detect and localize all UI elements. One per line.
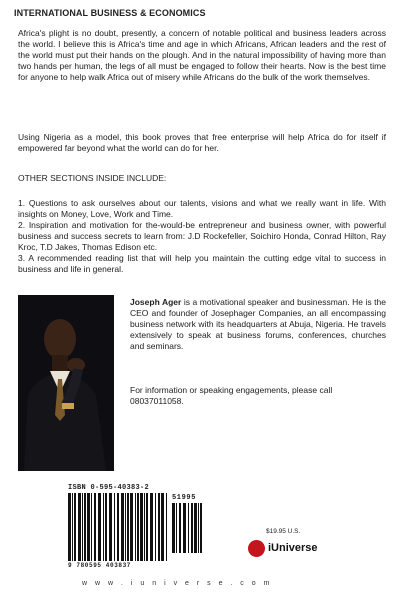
price-label: $19.95 U.S. xyxy=(266,528,301,535)
barcode-bar xyxy=(135,493,136,561)
section-item-3: 3. A recommended reading list that will help you maintain the cutting edge vital to success in business and life in general. xyxy=(18,253,386,274)
barcode-bar xyxy=(176,503,177,553)
barcode-bar xyxy=(121,493,124,561)
barcode-bar xyxy=(98,493,101,561)
publisher-url: w w w . i u n i v e r s e . c o m xyxy=(82,580,273,587)
barcode-bar xyxy=(87,493,90,561)
barcode-bar xyxy=(68,493,71,561)
blurb-paragraph-2: Using Nigeria as a model, this book proves that free enterprise will help Africa do for itself if empowered far beyond what the world can do for her. xyxy=(18,132,386,153)
author-portrait-image xyxy=(18,295,114,471)
price-code-label: 51995 xyxy=(172,494,197,502)
barcode-bar xyxy=(84,493,86,561)
barcode-bar xyxy=(161,493,164,561)
barcode-bar xyxy=(179,503,181,553)
barcode-bar xyxy=(194,503,197,553)
isbn-barcode xyxy=(68,484,204,572)
price-barcode-bars xyxy=(172,503,204,553)
author-bio-text: is a motivational speaker and businessman. He is the CEO and founder of Josephager Companies, an all encompassing business network with its headquarters at Abuja, Nigeria. He travels extensively to speak at business forums, conferences, churches and seminars. xyxy=(130,297,386,351)
blurb-paragraph-1: Africa's plight is no doubt, presently, a concern of notable political and business leaders across the world. I believe this is Africa's time and age in which Africans, African leaders and the rest of the world must put their hands on the plough. And in the natural impossibility of having more than two hands per human, the legs of all must be engaged to follow their hearts. Now is the best time for anyone to help walk Africa out of misery while Africans do the bulk of the work themselves. xyxy=(18,28,386,82)
barcode-bar xyxy=(130,493,133,561)
barcode-bar xyxy=(191,503,193,553)
barcode-bar xyxy=(158,493,160,561)
barcode-bar xyxy=(166,493,167,561)
isbn-label: ISBN 0-595-40383-2 xyxy=(68,484,150,492)
barcode-bar xyxy=(74,493,76,561)
sections-list xyxy=(18,198,386,275)
barcode-bar xyxy=(82,493,83,561)
category-header: INTERNATIONAL BUSINESS & ECONOMICS xyxy=(14,8,206,18)
barcode-bar xyxy=(103,493,104,561)
contact-info: For information or speaking engagements, please call 08037011058. xyxy=(130,385,333,406)
barcode-bar xyxy=(146,493,148,561)
barcode-bar xyxy=(188,503,189,553)
barcode-bars xyxy=(68,493,168,561)
barcode-bar xyxy=(155,493,156,561)
publisher-logo xyxy=(248,540,338,560)
author-photo xyxy=(18,295,114,471)
author-bio xyxy=(130,297,386,352)
barcode-bar xyxy=(183,503,186,553)
iuniverse-logo-icon xyxy=(248,540,265,557)
barcode-bar xyxy=(127,493,129,561)
barcode-bar xyxy=(94,493,96,561)
ean-number: 9 780595 403837 xyxy=(68,562,132,569)
barcode-bar xyxy=(200,503,202,553)
barcode-bar xyxy=(125,493,126,561)
barcode-bar xyxy=(198,503,199,553)
barcode-bar xyxy=(105,493,107,561)
barcode-bar xyxy=(144,493,145,561)
barcode-bar xyxy=(137,493,139,561)
section-item-1: 1. Questions to ask ourselves about our talents, visions and what we really want in life. With insights on Money, Love, Work and Time. xyxy=(18,198,386,219)
barcode-bar xyxy=(78,493,81,561)
barcode-bar xyxy=(172,503,175,553)
barcode-bar xyxy=(72,493,73,561)
barcode-bar xyxy=(109,493,112,561)
barcode-bar xyxy=(114,493,115,561)
author-name: Joseph Ager xyxy=(130,297,182,307)
section-item-2: 2. Inspiration and motivation for the-would-be entrepreneur and business owner, with powerful business and success secrets to learn from: J.D Rockefeller, Soichiro Honda, Conrad Hilton, Ray Kroc, T.D Jakes, Thomas Edison etc. xyxy=(18,220,386,252)
barcode-bar xyxy=(140,493,143,561)
barcode-bar xyxy=(150,493,153,561)
other-sections-heading: OTHER SECTIONS INSIDE INCLUDE: xyxy=(18,173,167,183)
barcode-bar xyxy=(91,493,92,561)
barcode-bar xyxy=(117,493,119,561)
publisher-name: iUniverse xyxy=(268,542,318,554)
